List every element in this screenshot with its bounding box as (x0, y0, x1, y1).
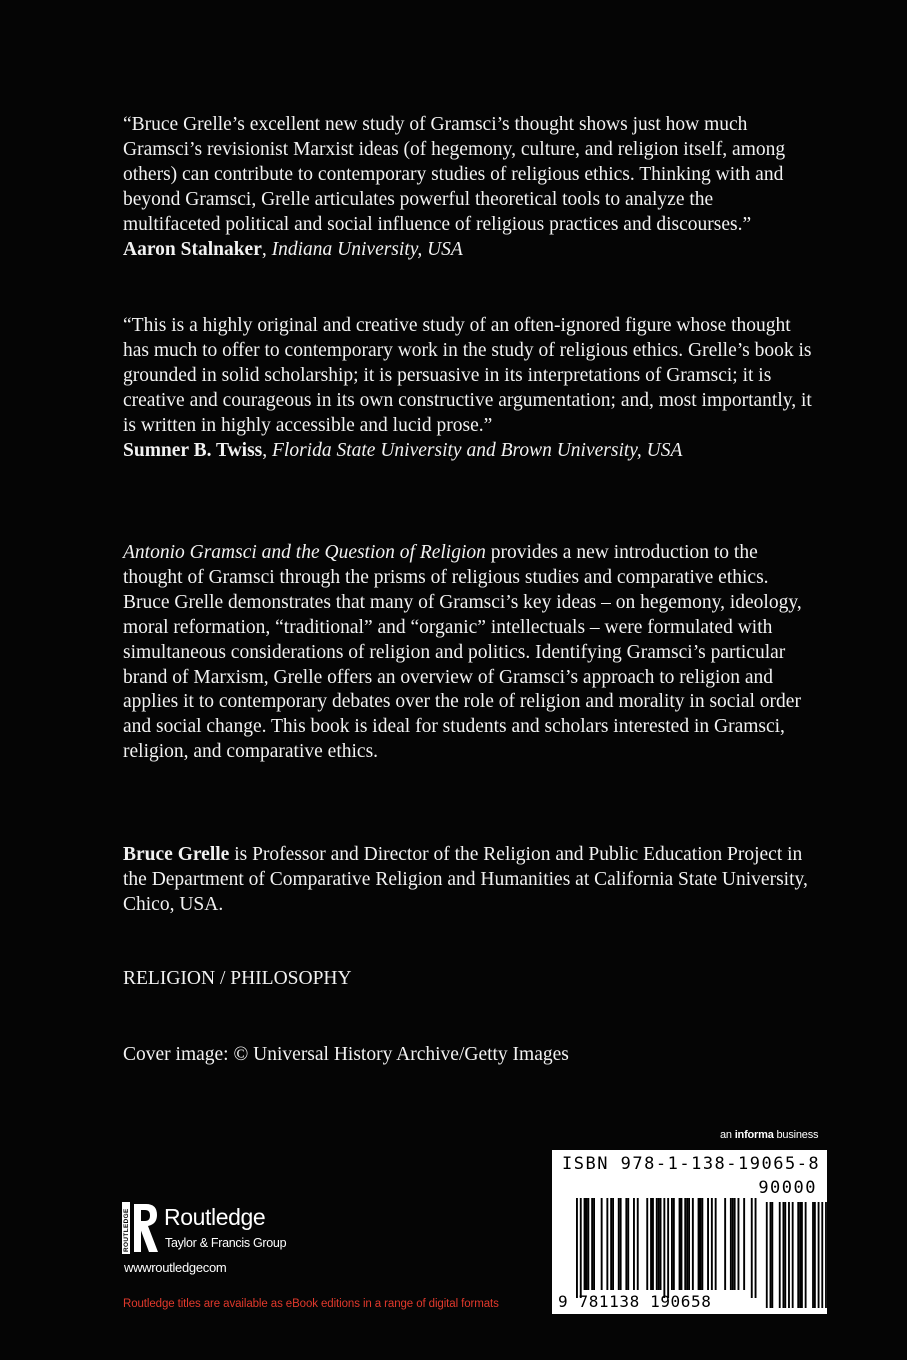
book-title: Antonio Gramsci and the Question of Religion (123, 542, 486, 563)
isbn-barcode (552, 1150, 827, 1314)
endorsement-2: “This is a highly original and creative study of an often-ignored figure whose thought has much to offer to contemporary work in the study of religious ethics. Grelle’s book is grounded in solid scholarship; it is persuasive in its interpretations of Gramsci; it is creative and courageous in its own constructive argumentation; and, most importantly, it is written in highly accessible and lucid prose.” Sumner B. Twiss, Florida State University and Brown University, USA (123, 315, 812, 461)
barcode-bar (663, 1198, 665, 1298)
barcode-bar (707, 1198, 709, 1290)
barcode-bar (618, 1198, 620, 1290)
addon-bar (766, 1202, 768, 1308)
barcode-bar (667, 1198, 669, 1298)
addon-bar (821, 1202, 823, 1308)
barcode-bar (732, 1198, 734, 1290)
barcode-bar (593, 1198, 595, 1290)
barcode-bar (738, 1198, 740, 1290)
endorsement-affiliation: Indiana University, USA (271, 238, 463, 260)
publisher-website[interactable]: wwwroutledgecom (124, 1260, 227, 1275)
addon-bar (799, 1202, 801, 1308)
barcode-bar (724, 1198, 726, 1290)
ebook-note: Routledge titles are available as eBook editions in a range of digital formats (123, 1298, 499, 1310)
barcode-bar (625, 1198, 627, 1290)
addon-bar (818, 1202, 820, 1308)
barcode-bar (646, 1198, 648, 1290)
addon-bar (801, 1202, 803, 1308)
barcode-bars (552, 1150, 827, 1314)
barcode-bar (610, 1198, 612, 1290)
addon-bar (779, 1202, 781, 1308)
bio-text: is Professor and Director of the Religion and Public Education Project in the Department of Comparative Religion and Humanities at California State University, Chico, USA. (123, 844, 808, 915)
addon-bar (805, 1202, 807, 1308)
price-addon: 90000 (758, 1178, 817, 1198)
barcode-bar (698, 1198, 700, 1290)
endorsement-affiliation: Florida State University and Brown University, USA (272, 439, 683, 461)
endorsement-text: “Bruce Grelle’s excellent new study of Gramsci’s thought shows just how much Gramsci’s revisionist Marxist ideas (of hegemony, culture, and religion itself, among others) can contribute to contemporary studies of religious ethics. Thinking with and beyond Gramsci, Grelle articulates powerful theoretical tools to analyze the multifaceted political and social influence of religious practices and discourses.” (123, 114, 786, 235)
publisher-name: Routledge (164, 1204, 266, 1230)
barcode-bar (684, 1198, 686, 1290)
barcode-bar (671, 1198, 673, 1290)
barcode-bar (743, 1198, 745, 1290)
barcode-bar (715, 1198, 717, 1290)
barcode-bar (584, 1198, 586, 1290)
barcode-bar (576, 1198, 578, 1298)
addon-bar (783, 1202, 785, 1308)
addon-bar (812, 1202, 814, 1308)
barcode-bar (734, 1198, 736, 1290)
addon-bar (825, 1202, 827, 1308)
barcode-bar (656, 1198, 658, 1290)
barcode-bar (586, 1198, 588, 1290)
endorsement-text: “This is a highly original and creative study of an often-ignored figure whose thought has much to offer to contemporary work in the study of religious ethics. Grelle’s book is grounded in solid scholarship; it is persuasive in its interpretations of Gramsci; it is creative and courageous in its own constructive argumentation; and, most importantly, it is written in highly accessible and lucid prose.” (123, 315, 812, 436)
barcode-bar (711, 1198, 713, 1290)
cover-credit: Cover image: © Universal History Archive/Getty Images (123, 1044, 569, 1065)
publisher-group: Taylor & Francis Group (165, 1236, 287, 1250)
barcode-bar (620, 1198, 622, 1290)
barcode-bar (692, 1198, 694, 1290)
barcode-bar (660, 1198, 662, 1290)
subject-category: RELIGION / PHILOSOPHY (123, 968, 352, 989)
addon-bar (770, 1202, 772, 1308)
barcode-bar (701, 1198, 703, 1290)
barcode-bar (688, 1198, 690, 1290)
isbn-label: ISBN 978-1-138-19065-8 (562, 1154, 821, 1174)
barcode-bar (633, 1198, 635, 1290)
barcode-bar (730, 1198, 732, 1290)
addon-bar (797, 1202, 799, 1308)
barcode-bar (627, 1198, 629, 1290)
addon-bar (792, 1202, 794, 1308)
addon-bar (814, 1202, 816, 1308)
informa-brand: informa (734, 1129, 774, 1141)
barcode-bar (679, 1198, 681, 1290)
barcode-bar (637, 1198, 639, 1290)
barcode-bar (587, 1198, 589, 1290)
endorsement-author: Aaron Stalnaker (123, 238, 262, 260)
book-description (123, 541, 813, 765)
endorsement-author: Sumner B. Twiss (123, 439, 263, 461)
barcode-bar (606, 1198, 608, 1290)
barcode-bar (652, 1198, 654, 1290)
endorsement-1: “Bruce Grelle’s excellent new study of Gramsci’s thought shows just how much Gramsci’s revisionist Marxist ideas (of hegemony, culture, and religion itself, among others) can contribute to contemporary studies of religious ethics. Thinking with and beyond Gramsci, Grelle articulates powerful theoretical tools to analyze the multifaceted political and social influence of religious practices and discourses.” Aaron Stalnaker, Indiana University, USA (123, 114, 786, 260)
barcode-bar (751, 1198, 753, 1298)
barcode-bar (591, 1198, 593, 1290)
routledge-r-icon (122, 1202, 160, 1254)
routledge-vertical-text: ROUTLEDGE (123, 1208, 131, 1252)
author-bio (123, 843, 813, 918)
author-name: Bruce Grelle (123, 844, 230, 865)
barcode-bar (686, 1198, 688, 1290)
addon-bar (788, 1202, 790, 1308)
barcode-bar (681, 1198, 683, 1290)
barcode-bar (601, 1198, 603, 1290)
barcode-bar (755, 1198, 757, 1298)
addon-bar (771, 1202, 773, 1308)
barcode-bar (673, 1198, 675, 1290)
ean-number: 9 781138 190658 (558, 1292, 712, 1311)
barcode-bar (658, 1198, 660, 1290)
barcode-bar (612, 1198, 614, 1290)
barcode-bar (580, 1198, 582, 1298)
routledge-logo (122, 1200, 322, 1260)
description-text: provides a new introduction to the thought of Gramsci through the prisms of religious studies and comparative ethics. Bruce Grelle demonstrates that many of Gramsci’s key ideas – on hegemony, ideology, moral reformation, “traditional” and “organic” intellectuals – were formulated with simultaneous considerations of religion and politics. Identifying Gramsci’s particular brand of Marxism, Grelle offers an overview of Gramsci’s approach to religion and applies it to contemporary debates over the role of religion and morality in social order and social change. This book is ideal for students and scholars interested in Gramsci, religion, and comparative ethics. (123, 542, 802, 763)
informa-tagline: an informa business (720, 1129, 819, 1141)
barcode-bar (700, 1198, 702, 1290)
barcode-bar (650, 1198, 652, 1290)
addon-bar (784, 1202, 786, 1308)
